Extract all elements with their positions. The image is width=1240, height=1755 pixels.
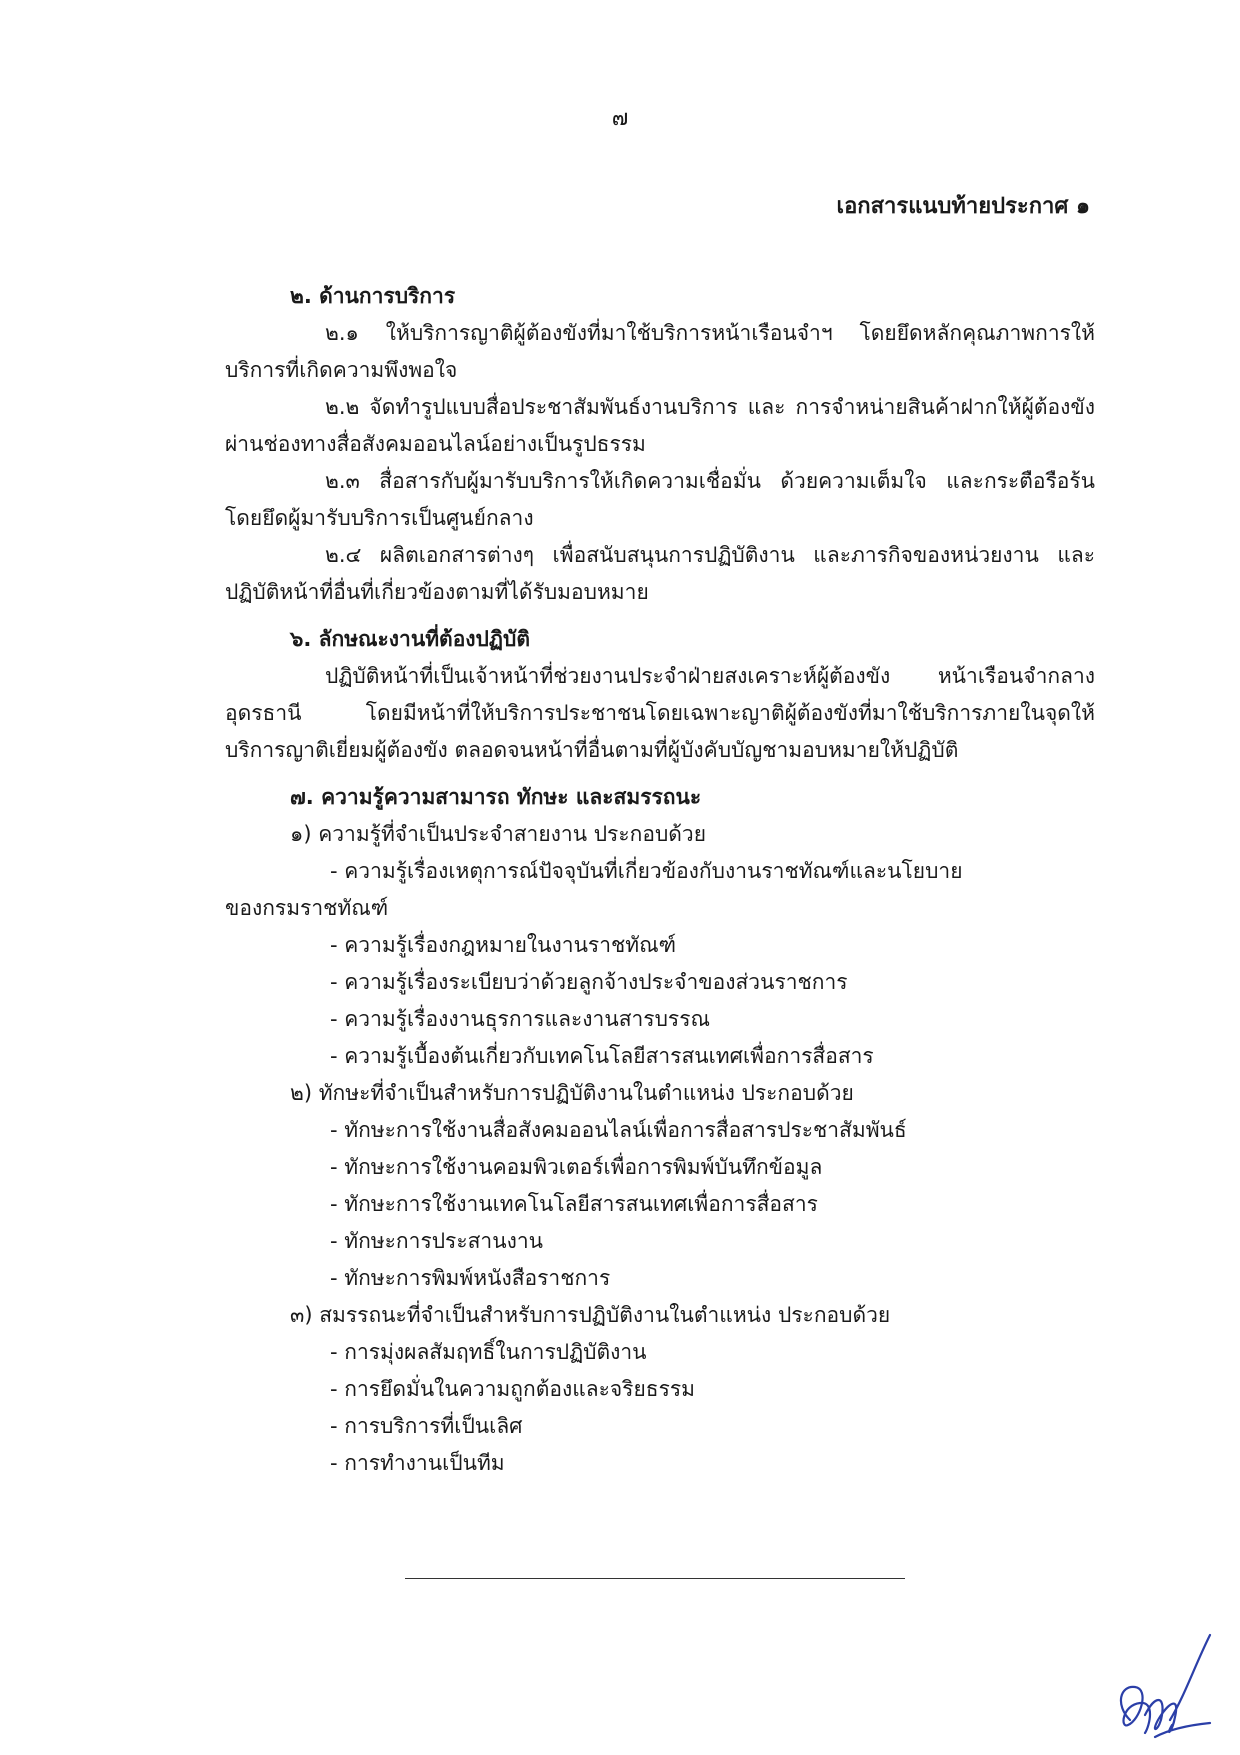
knowledge-item: - ความรู้เรื่องระเบียบว่าด้วยลูกจ้างประจำของส่วนราชการ [330, 970, 848, 994]
section-2-1: ๒.๑ ให้บริการญาติผู้ต้องขังที่มาใช้บริการหน้าเรือนจำฯ โดยยึดหลักคุณภาพการให้บริการที่เกิดความพึงพอใจ [225, 321, 1095, 382]
section-2-3: ๒.๓ สื่อสารกับผู้มารับบริการให้เกิดความเชื่อมั่น ด้วยความเต็มใจ และกระตือรือร้น โดยยึดผู้มารับบริการเป็นศูนย์กลาง [225, 469, 1095, 530]
skill-item: - ทักษะการพิมพ์หนังสือราชการ [330, 1266, 611, 1290]
section-2-2: ๒.๒ จัดทำรูปแบบสื่อประชาสัมพันธ์งานบริการ และ การจำหน่ายสินค้าฝากให้ผู้ต้องขังผ่านช่องทางสื่อสังคมออนไลน์อย่างเป็นรูปธรรม [225, 395, 1095, 456]
end-divider [405, 1578, 905, 1579]
knowledge-title: ๑) ความรู้ที่จำเป็นประจำสายงาน ประกอบด้วย [290, 822, 707, 846]
knowledge-item: - ความรู้เบื้องต้นเกี่ยวกับเทคโนโลยีสารสนเทศเพื่อการสื่อสาร [330, 1044, 874, 1068]
competency-item: - การยึดมั่นในความถูกต้องและจริยธรรม [330, 1377, 695, 1401]
section-6-heading: ๖. ลักษณะงานที่ต้องปฏิบัติ [290, 627, 530, 651]
skill-item: - ทักษะการใช้งานเทคโนโลยีสารสนเทศเพื่อการสื่อสาร [330, 1192, 818, 1216]
skill-item: - ทักษะการประสานงาน [330, 1229, 543, 1253]
attachment-label: เอกสารแนบท้ายประกาศ ๑ [836, 194, 1090, 219]
knowledge-item-continuation: ของกรมราชทัณฑ์ [225, 896, 389, 920]
skill-item: - ทักษะการใช้งานสื่อสังคมออนไลน์เพื่อการสื่อสารประชาสัมพันธ์ [330, 1118, 907, 1142]
knowledge-item: - ความรู้เรื่องกฎหมายในงานราชทัณฑ์ [330, 933, 677, 957]
document-body [225, 278, 1095, 1482]
section-7-heading: ๗. ความรู้ความสามารถ ทักษะ และสมรรถนะ [290, 785, 702, 809]
section-2-heading: ๒. ด้านการบริการ [290, 284, 456, 308]
section-6-text: ปฏิบัติหน้าที่เป็นเจ้าหน้าที่ช่วยงานประจำฝ่ายสงเคราะห์ผู้ต้องขัง หน้าเรือนจำกลางอุดรธานี โดยมีหน้าที่ให้บริการประชาชนโดยเฉพาะญาติผู้ต้องขังที่มาใช้บริการภายในจุดให้บริการญาติเยี่ยมผู้ต้องขัง ตลอดจนหน้าที่อื่นตามที่ผู้บังคับบัญชามอบหมายให้ปฏิบัติ [225, 664, 1095, 762]
page-number: ๗ [611, 106, 629, 131]
knowledge-item: - ความรู้เรื่องเหตุการณ์ปัจจุบันที่เกี่ยวข้องกับงานราชทัณฑ์และนโยบาย [330, 859, 963, 883]
skills-title: ๒) ทักษะที่จำเป็นสำหรับการปฏิบัติงานในตำแหน่ง ประกอบด้วย [290, 1081, 854, 1105]
section-2-4: ๒.๔ ผลิตเอกสารต่างๆ เพื่อสนับสนุนการปฏิบัติงาน และภารกิจของหน่วยงาน และปฏิบัติหน้าที่อื่นที่เกี่ยวข้องตามที่ได้รับมอบหมาย [225, 543, 1095, 604]
signature-icon [1110, 1625, 1220, 1745]
competency-item: - การมุ่งผลสัมฤทธิ์ในการปฏิบัติงาน [330, 1340, 647, 1364]
competency-item: - การบริการที่เป็นเลิศ [330, 1414, 523, 1438]
knowledge-item: - ความรู้เรื่องงานธุรการและงานสารบรรณ [330, 1007, 710, 1031]
competency-item: - การทำงานเป็นทีม [330, 1451, 505, 1475]
skill-item: - ทักษะการใช้งานคอมพิวเตอร์เพื่อการพิมพ์บันทึกข้อมูล [330, 1155, 823, 1179]
competencies-title: ๓) สมรรถนะที่จำเป็นสำหรับการปฏิบัติงานในตำแหน่ง ประกอบด้วย [290, 1303, 891, 1327]
